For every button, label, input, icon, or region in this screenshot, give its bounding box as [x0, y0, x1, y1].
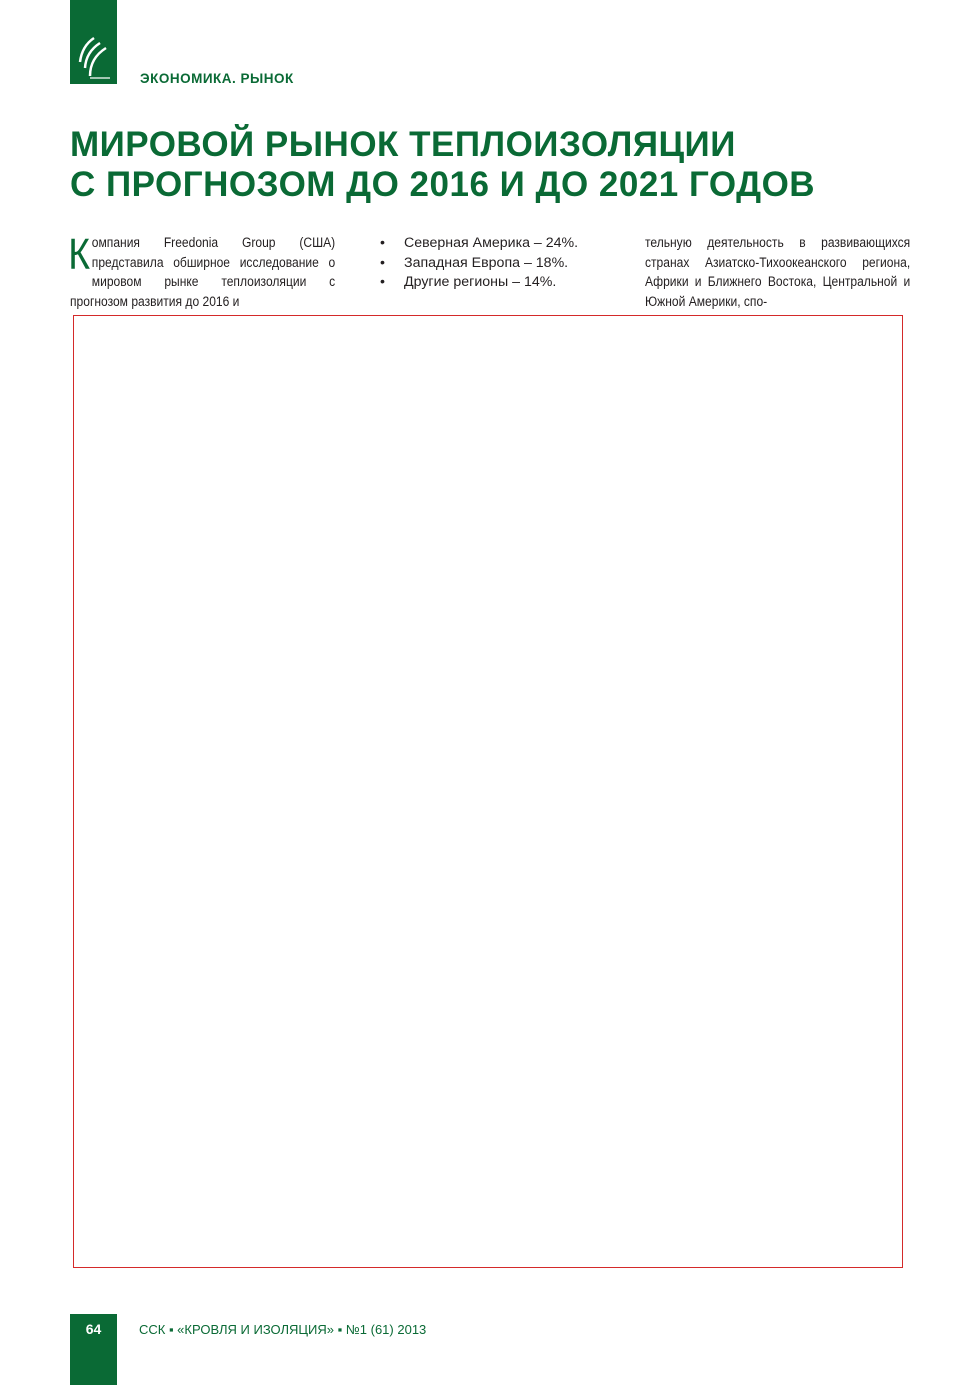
- column-1: [68, 230, 336, 312]
- column-1-text: омпания Freedonia Group (США) представила обширное исследование о мировом рынке теплоизоляции с прогнозом развития до 2016 и: [70, 235, 336, 310]
- list-item: • Западная Европа – 18%.: [380, 254, 569, 271]
- page-number: 64: [85, 1321, 102, 1337]
- list-item: • Северная Америка – 24%.: [380, 235, 579, 251]
- list-item: • Другие регионы – 14%.: [380, 274, 557, 290]
- region-list: [380, 234, 610, 293]
- magazine-logo: [70, 0, 117, 84]
- column-3: [645, 234, 910, 312]
- title-line-2: С ПРОГНОЗОМ ДО 2016 И ДО 2021 ГОДОВ: [70, 165, 816, 204]
- page-number-block: [70, 1314, 117, 1385]
- title-line-1: МИРОВОЙ РЫНОК ТЕПЛОИЗОЛЯЦИИ: [70, 125, 736, 164]
- drop-cap: К: [68, 230, 91, 279]
- footer-text: ССК ▪ «КРОВЛЯ И ИЗОЛЯЦИЯ» ▪ №1 (61) 2013: [139, 1322, 427, 1337]
- column-3-text: тельную деятельность в развивающихся странах Азиатско-Тихоокеанского региона, Африки и Ближнего Востока, Центральной и Южной Америки, спо-: [645, 235, 911, 310]
- article-title: [70, 125, 815, 205]
- section-label: ЭКОНОМИКА. РЫНОК: [140, 71, 294, 86]
- redaction-box: [73, 315, 903, 1268]
- logo-arcs-icon: [76, 36, 112, 82]
